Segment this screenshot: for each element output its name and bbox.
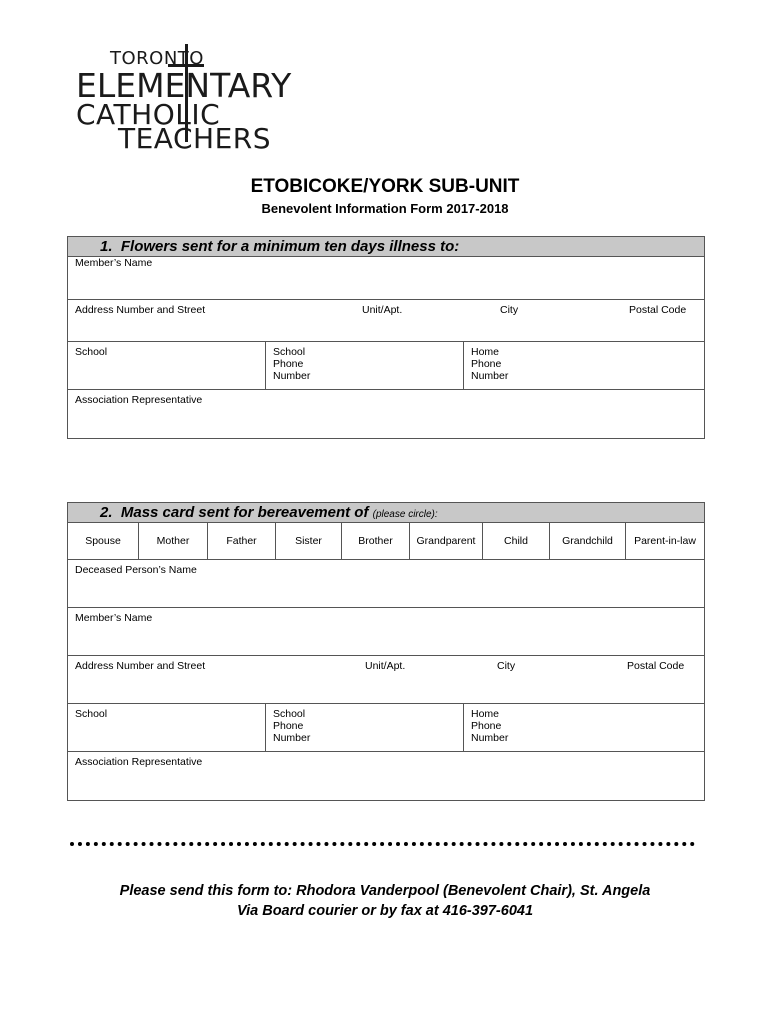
school-phone-field[interactable] [265, 704, 311, 751]
section-number: 1. [100, 238, 113, 255]
section-title: Flowers sent for a minimum ten days illness to: [120, 238, 460, 255]
members-name-field[interactable] [68, 608, 704, 656]
footer-line-2: Via Board courier or by fax at 416-397-6041 [236, 903, 534, 919]
school-row [68, 342, 704, 390]
assoc-rep-field[interactable] [68, 752, 704, 800]
choice-spouse[interactable]: Spouse [85, 535, 121, 547]
relationship-choices [68, 523, 704, 560]
postal-code-label: Postal Code [629, 304, 687, 316]
choice-child[interactable]: Child [482, 523, 549, 559]
assoc-rep-label: Association Representative [75, 756, 203, 768]
deceased-name-label: Deceased Person’s Name [75, 564, 197, 576]
choice-father[interactable]: Father [207, 523, 275, 559]
section-heading [68, 237, 704, 257]
home-phone-label: Home Phone Number [471, 708, 509, 744]
school-row [68, 704, 704, 752]
logo-line-4: TEACHERS [118, 122, 271, 155]
logo-line-2: ELEMENTARY [76, 66, 292, 105]
unit-label: Unit/Apt. [362, 304, 403, 316]
members-name-label: Member’s Name [75, 612, 153, 624]
choice-grandparent[interactable]: Grandparent [409, 523, 482, 559]
logo [70, 42, 292, 155]
choice-sister[interactable]: Sister [275, 523, 341, 559]
school-label: School [75, 346, 108, 358]
section-mass-card [67, 502, 705, 801]
page-subtitle: Benevolent Information Form 2017-2018 [261, 201, 509, 216]
school-phone-field[interactable] [265, 342, 311, 389]
city-label: City [500, 304, 519, 316]
home-phone-field[interactable] [463, 704, 509, 751]
choice-parent-in-law[interactable]: Parent-in-law [625, 523, 704, 559]
assoc-rep-field[interactable] [68, 390, 704, 438]
section-number: 2. [100, 504, 113, 521]
address-label: Address Number and Street [75, 660, 206, 672]
unit-label: Unit/Apt. [365, 660, 406, 672]
school-phone-label: School Phone Number [273, 346, 311, 382]
dotted-divider [70, 842, 695, 846]
page-title: ETOBICOKE/YORK SUB-UNIT [250, 176, 520, 197]
choice-grandchild[interactable]: Grandchild [549, 523, 625, 559]
section-note: (please circle): [372, 509, 438, 520]
city-label: City [497, 660, 516, 672]
home-phone-field[interactable] [463, 342, 509, 389]
address-row[interactable] [68, 656, 704, 704]
section-heading [68, 503, 704, 523]
logo-line-3: CATHOLIC [76, 98, 221, 131]
home-phone-label: Home Phone Number [471, 346, 509, 382]
choice-brother[interactable]: Brother [341, 523, 409, 559]
footer-line-1: Please send this form to: Rhodora Vanderpool (Benevolent Chair), St. Angela [119, 883, 651, 899]
postal-code-label: Postal Code [627, 660, 685, 672]
section-title: Mass card sent for bereavement of [120, 504, 369, 521]
logo-line-1: TORONTO [110, 48, 204, 69]
assoc-rep-label: Association Representative [75, 394, 203, 406]
section-flowers [67, 236, 705, 439]
members-name-field[interactable] [68, 257, 704, 300]
address-label: Address Number and Street [75, 304, 206, 316]
choice-mother[interactable]: Mother [138, 523, 207, 559]
members-name-label: Member’s Name [75, 257, 153, 269]
deceased-name-field[interactable] [68, 560, 704, 608]
address-row[interactable] [68, 300, 704, 342]
school-label: School [75, 708, 108, 720]
school-phone-label: School Phone Number [273, 708, 311, 744]
